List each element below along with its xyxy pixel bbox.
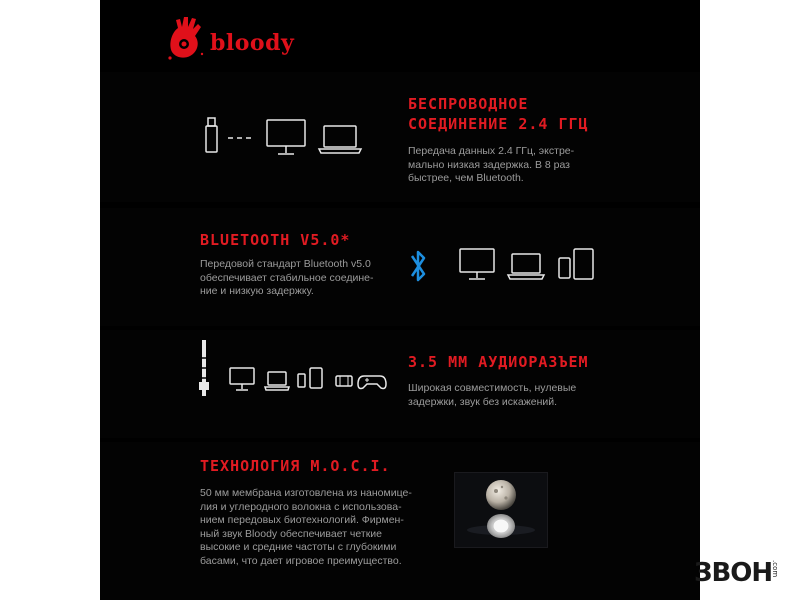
monitor-icon bbox=[230, 368, 254, 390]
bluetooth-devices-icons bbox=[404, 246, 604, 286]
watermark-suffix: .com bbox=[771, 560, 779, 578]
desc-line: Передача данных 2.4 ГГц, экстре- bbox=[408, 145, 575, 157]
section-heading: 3.5 ММ АУДИОРАЗЪЕМ bbox=[408, 353, 589, 371]
phone-icon bbox=[559, 258, 570, 278]
laptop-icon bbox=[265, 372, 289, 390]
gamepad-icon bbox=[358, 376, 386, 389]
usb-dongle-icon bbox=[206, 118, 217, 152]
section-wireless bbox=[100, 72, 700, 202]
desc-line: высокие и средние частоты с глубокими bbox=[200, 541, 397, 553]
desc-line: Широкая совместимость, нулевые bbox=[408, 382, 577, 394]
promo-panel bbox=[100, 0, 700, 600]
desc-line: лия и углеродного волокна с использова- bbox=[200, 500, 402, 513]
heading-line: СОЕДИНЕНИЕ 2.4 ГГЦ bbox=[408, 115, 589, 133]
membrane-image bbox=[454, 472, 548, 548]
audio-jack-icon bbox=[199, 340, 209, 396]
desc-line: ный звук Bloody обеспечивает четкие bbox=[200, 527, 382, 540]
section-description bbox=[408, 382, 576, 409]
section-heading bbox=[408, 94, 589, 134]
watermark-logo: ЗВОН bbox=[694, 558, 773, 588]
desc-line: 50 мм мембрана изготовлена из наномице- bbox=[200, 487, 412, 499]
section-moci bbox=[100, 442, 700, 600]
laptop-icon bbox=[319, 126, 361, 153]
section-description bbox=[200, 258, 373, 299]
wireless-devices-icons bbox=[200, 116, 370, 160]
tablet-icon bbox=[310, 368, 322, 388]
brand-name: bloody bbox=[210, 30, 295, 56]
section-heading: BLUETOOTH V5.0* bbox=[200, 231, 351, 249]
monitor-icon bbox=[460, 249, 494, 279]
section-heading: ТЕХНОЛОГИЯ M.O.C.I. bbox=[200, 457, 391, 475]
desc-line: задержки, звук без искажений. bbox=[408, 395, 558, 408]
desc-line: обеспечивает стабильное соедине- bbox=[200, 271, 374, 284]
desc-line: басами, что дает игровое преимущество. bbox=[200, 554, 402, 567]
monitor-icon bbox=[267, 120, 305, 154]
desc-line: быстрее, чем Bluetooth. bbox=[408, 172, 524, 184]
section-bluetooth bbox=[100, 208, 700, 326]
desc-line: нием передовых биотехнологий. Фирмен- bbox=[200, 514, 404, 526]
bluetooth-icon bbox=[412, 252, 424, 280]
heading-line: БЕСПРОВОДНОЕ bbox=[408, 95, 529, 113]
handheld-icon bbox=[336, 376, 352, 386]
desc-line: ние и низкую задержку. bbox=[200, 285, 314, 297]
tablet-icon bbox=[574, 249, 593, 279]
section-description bbox=[200, 487, 412, 568]
desc-line: мально низкая задержка. В 8 раз bbox=[408, 158, 570, 171]
section-description bbox=[408, 145, 574, 186]
phone-icon bbox=[298, 374, 305, 387]
section-audio-jack bbox=[100, 330, 700, 438]
desc-line: Передовой стандарт Bluetooth v5.0 bbox=[200, 258, 371, 270]
laptop-icon bbox=[508, 254, 544, 279]
audio-devices-icons bbox=[192, 338, 392, 402]
